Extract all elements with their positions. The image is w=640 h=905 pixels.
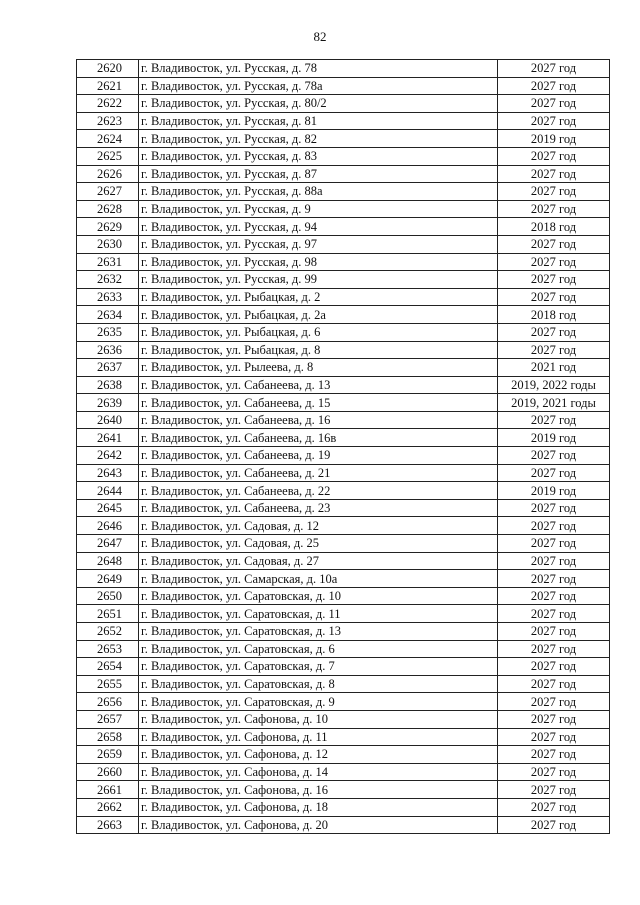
row-address: г. Владивосток, ул. Сафонова, д. 14 (139, 763, 498, 781)
row-year: 2027 год (498, 570, 610, 588)
row-address: г. Владивосток, ул. Саратовская, д. 7 (139, 658, 498, 676)
row-year: 2027 год (498, 781, 610, 799)
table-row (77, 341, 610, 359)
row-number: 2622 (77, 95, 139, 113)
table-row (77, 710, 610, 728)
row-number: 2636 (77, 341, 139, 359)
row-year: 2027 год (498, 763, 610, 781)
row-number: 2644 (77, 482, 139, 500)
row-number: 2659 (77, 746, 139, 764)
table-row (77, 728, 610, 746)
table-row (77, 253, 610, 271)
table-row (77, 693, 610, 711)
row-number: 2630 (77, 235, 139, 253)
table-row (77, 570, 610, 588)
row-address: г. Владивосток, ул. Сафонова, д. 20 (139, 816, 498, 834)
row-address: г. Владивосток, ул. Сафонова, д. 11 (139, 728, 498, 746)
row-number: 2641 (77, 429, 139, 447)
row-number: 2628 (77, 200, 139, 218)
row-number: 2631 (77, 253, 139, 271)
row-address: г. Владивосток, ул. Сабанеева, д. 19 (139, 447, 498, 465)
row-number: 2662 (77, 798, 139, 816)
table-row (77, 271, 610, 289)
table-row (77, 147, 610, 165)
row-year: 2027 год (498, 587, 610, 605)
table-row (77, 165, 610, 183)
row-address: г. Владивосток, ул. Саратовская, д. 11 (139, 605, 498, 623)
row-address: г. Владивосток, ул. Сабанеева, д. 23 (139, 499, 498, 517)
row-year: 2027 год (498, 323, 610, 341)
row-address: г. Владивосток, ул. Саратовская, д. 8 (139, 675, 498, 693)
row-address: г. Владивосток, ул. Русская, д. 83 (139, 147, 498, 165)
row-number: 2646 (77, 517, 139, 535)
row-address: г. Владивосток, ул. Русская, д. 9 (139, 200, 498, 218)
row-number: 2629 (77, 218, 139, 236)
row-number: 2652 (77, 623, 139, 641)
row-address: г. Владивосток, ул. Русская, д. 88а (139, 183, 498, 201)
row-address: г. Владивосток, ул. Сабанеева, д. 13 (139, 376, 498, 394)
row-year: 2027 год (498, 411, 610, 429)
row-address: г. Владивосток, ул. Русская, д. 78 (139, 60, 498, 78)
row-address: г. Владивосток, ул. Сафонова, д. 16 (139, 781, 498, 799)
row-year: 2027 год (498, 288, 610, 306)
row-number: 2650 (77, 587, 139, 605)
table-row (77, 77, 610, 95)
row-year: 2019, 2022 годы (498, 376, 610, 394)
row-year: 2027 год (498, 693, 610, 711)
row-address: г. Владивосток, ул. Русская, д. 99 (139, 271, 498, 289)
row-year: 2027 год (498, 535, 610, 553)
row-year: 2027 год (498, 235, 610, 253)
row-address: г. Владивосток, ул. Сафонова, д. 12 (139, 746, 498, 764)
address-table (76, 59, 610, 834)
table-row (77, 323, 610, 341)
row-number: 2643 (77, 464, 139, 482)
row-year: 2027 год (498, 710, 610, 728)
row-number: 2627 (77, 183, 139, 201)
row-number: 2633 (77, 288, 139, 306)
row-year: 2027 год (498, 517, 610, 535)
table-row (77, 183, 610, 201)
row-year: 2027 год (498, 798, 610, 816)
row-number: 2642 (77, 447, 139, 465)
table-row (77, 675, 610, 693)
row-year: 2018 год (498, 218, 610, 236)
row-year: 2027 год (498, 499, 610, 517)
row-address: г. Владивосток, ул. Рыбацкая, д. 2а (139, 306, 498, 324)
row-number: 2656 (77, 693, 139, 711)
row-year: 2019 год (498, 130, 610, 148)
row-address: г. Владивосток, ул. Садовая, д. 12 (139, 517, 498, 535)
table-body (77, 60, 610, 834)
table-row (77, 816, 610, 834)
row-number: 2638 (77, 376, 139, 394)
row-year: 2027 год (498, 253, 610, 271)
table-row (77, 587, 610, 605)
row-number: 2657 (77, 710, 139, 728)
table-row (77, 429, 610, 447)
row-number: 2635 (77, 323, 139, 341)
row-year: 2027 год (498, 60, 610, 78)
table-row (77, 394, 610, 412)
table-row (77, 359, 610, 377)
row-address: г. Владивосток, ул. Сафонова, д. 18 (139, 798, 498, 816)
table-row (77, 746, 610, 764)
row-number: 2661 (77, 781, 139, 799)
row-number: 2620 (77, 60, 139, 78)
row-number: 2649 (77, 570, 139, 588)
row-year: 2027 год (498, 728, 610, 746)
row-year: 2019 год (498, 429, 610, 447)
row-number: 2632 (77, 271, 139, 289)
table-row (77, 658, 610, 676)
table-row (77, 200, 610, 218)
row-address: г. Владивосток, ул. Рылеева, д. 8 (139, 359, 498, 377)
row-number: 2660 (77, 763, 139, 781)
table-row (77, 130, 610, 148)
row-address: г. Владивосток, ул. Русская, д. 82 (139, 130, 498, 148)
page-number: 82 (313, 29, 327, 44)
row-address: г. Владивосток, ул. Сабанеева, д. 22 (139, 482, 498, 500)
row-year: 2027 год (498, 271, 610, 289)
row-year: 2027 год (498, 77, 610, 95)
row-address: г. Владивосток, ул. Саратовская, д. 10 (139, 587, 498, 605)
row-year: 2018 год (498, 306, 610, 324)
row-number: 2658 (77, 728, 139, 746)
row-year: 2027 год (498, 112, 610, 130)
row-address: г. Владивосток, ул. Саратовская, д. 6 (139, 640, 498, 658)
row-number: 2651 (77, 605, 139, 623)
table-row (77, 482, 610, 500)
row-year: 2027 год (498, 447, 610, 465)
row-year: 2019 год (498, 482, 610, 500)
row-number: 2645 (77, 499, 139, 517)
row-year: 2027 год (498, 464, 610, 482)
row-year: 2027 год (498, 640, 610, 658)
row-number: 2624 (77, 130, 139, 148)
row-address: г. Владивосток, ул. Самарская, д. 10а (139, 570, 498, 588)
table-row (77, 288, 610, 306)
table-row (77, 112, 610, 130)
row-year: 2019, 2021 годы (498, 394, 610, 412)
row-address: г. Владивосток, ул. Сафонова, д. 10 (139, 710, 498, 728)
row-address: г. Владивосток, ул. Русская, д. 87 (139, 165, 498, 183)
row-number: 2647 (77, 535, 139, 553)
row-year: 2027 год (498, 675, 610, 693)
row-address: г. Владивосток, ул. Русская, д. 80/2 (139, 95, 498, 113)
row-address: г. Владивосток, ул. Саратовская, д. 13 (139, 623, 498, 641)
table-row (77, 535, 610, 553)
row-year: 2021 год (498, 359, 610, 377)
row-year: 2027 год (498, 165, 610, 183)
row-year: 2027 год (498, 746, 610, 764)
table-row (77, 552, 610, 570)
table-row (77, 60, 610, 78)
row-year: 2027 год (498, 200, 610, 218)
row-number: 2621 (77, 77, 139, 95)
row-address: г. Владивосток, ул. Сабанеева, д. 21 (139, 464, 498, 482)
row-year: 2027 год (498, 816, 610, 834)
row-address: г. Владивосток, ул. Русская, д. 94 (139, 218, 498, 236)
row-address: г. Владивосток, ул. Рыбацкая, д. 2 (139, 288, 498, 306)
row-number: 2626 (77, 165, 139, 183)
table-row (77, 464, 610, 482)
table-row (77, 447, 610, 465)
table-row (77, 218, 610, 236)
row-year: 2027 год (498, 95, 610, 113)
table-row (77, 798, 610, 816)
row-number: 2634 (77, 306, 139, 324)
row-year: 2027 год (498, 552, 610, 570)
row-number: 2640 (77, 411, 139, 429)
table-row (77, 235, 610, 253)
row-number: 2625 (77, 147, 139, 165)
row-number: 2639 (77, 394, 139, 412)
table-row (77, 640, 610, 658)
row-number: 2623 (77, 112, 139, 130)
row-number: 2654 (77, 658, 139, 676)
row-address: г. Владивосток, ул. Садовая, д. 25 (139, 535, 498, 553)
row-year: 2027 год (498, 341, 610, 359)
row-address: г. Владивосток, ул. Сабанеева, д. 15 (139, 394, 498, 412)
table-row (77, 95, 610, 113)
row-address: г. Владивосток, ул. Русская, д. 98 (139, 253, 498, 271)
row-number: 2637 (77, 359, 139, 377)
row-address: г. Владивосток, ул. Сабанеева, д. 16в (139, 429, 498, 447)
table-row (77, 763, 610, 781)
row-address: г. Владивосток, ул. Саратовская, д. 9 (139, 693, 498, 711)
row-address: г. Владивосток, ул. Русская, д. 81 (139, 112, 498, 130)
table-row (77, 781, 610, 799)
table-row (77, 499, 610, 517)
row-year: 2027 год (498, 605, 610, 623)
row-year: 2027 год (498, 658, 610, 676)
table-row (77, 411, 610, 429)
row-address: г. Владивосток, ул. Сабанеева, д. 16 (139, 411, 498, 429)
row-number: 2663 (77, 816, 139, 834)
row-address: г. Владивосток, ул. Русская, д. 78а (139, 77, 498, 95)
table-row (77, 376, 610, 394)
table-row (77, 605, 610, 623)
row-number: 2648 (77, 552, 139, 570)
row-address: г. Владивосток, ул. Рыбацкая, д. 6 (139, 323, 498, 341)
row-year: 2027 год (498, 147, 610, 165)
row-address: г. Владивосток, ул. Русская, д. 97 (139, 235, 498, 253)
table-row (77, 623, 610, 641)
table-row (77, 517, 610, 535)
row-year: 2027 год (498, 183, 610, 201)
row-year: 2027 год (498, 623, 610, 641)
row-address: г. Владивосток, ул. Рыбацкая, д. 8 (139, 341, 498, 359)
row-number: 2655 (77, 675, 139, 693)
row-address: г. Владивосток, ул. Садовая, д. 27 (139, 552, 498, 570)
row-number: 2653 (77, 640, 139, 658)
table-row (77, 306, 610, 324)
